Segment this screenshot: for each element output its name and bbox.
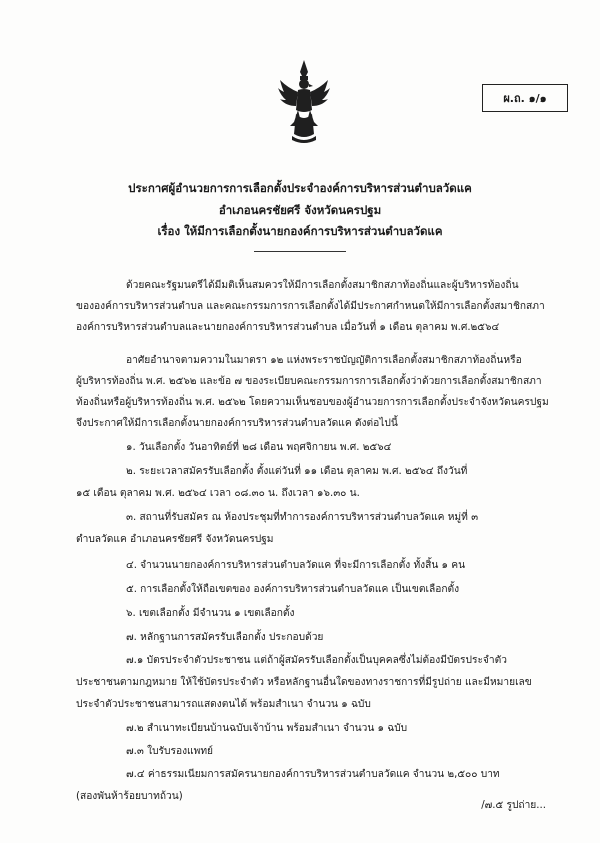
announcement-district: อำเภอนครชัยศรี จังหวัดนครปฐม bbox=[218, 203, 382, 217]
item-7: ๗. หลักฐานการสมัครรับเลือกตั้ง ประกอบด้วย bbox=[126, 632, 324, 643]
paragraph-2-line-4: จึงประกาศให้มีการเลือกตั้งนายกองค์การบริหารส่วนตำบลวัดแค ดังต่อไปนี้ bbox=[76, 418, 398, 429]
paragraph-2-line-3: ท้องถิ่นหรือผู้บริหารท้องถิ่น พ.ศ. ๒๕๖๒ โดยความเห็นชอบของผู้อำนวยการการเลือกตั้งประจำจังหวัดนครปฐม bbox=[76, 397, 549, 408]
item-7-2: ๗.๒ สำเนาทะเบียนบ้านฉบับเจ้าบ้าน พร้อมสำเนา จำนวน ๑ ฉบับ bbox=[126, 723, 408, 734]
paragraph-1-line-3: องค์การบริหารส่วนตำบลและนายกองค์การบริหารส่วนตำบล เมื่อวันที่ ๑ เดือน ตุลาคม พ.ศ.๒๕๖๔ bbox=[76, 322, 500, 333]
announcement-subject: เรื่อง ให้มีการเลือกตั้งนายกองค์การบริหารส่วนตำบลวัดแค bbox=[157, 224, 443, 238]
item-7-4-line-1: ๗.๔ ค่าธรรมเนียมการสมัครนายกองค์การบริหารส่วนตำบลวัดแค จำนวน ๒,๕๐๐ บาท bbox=[126, 769, 500, 780]
item-7-1-line-3: ประจำตัวประชาชนสามารถแสดงตนได้ พร้อมสำเนา จำนวน ๑ ฉบับ bbox=[76, 699, 371, 710]
paragraph-1-line-2: ขององค์การบริหารส่วนตำบล และคณะกรรมการการเลือกตั้งได้มีประกาศกำหนดให้มีการเลือกตั้งสมาชิกสภา bbox=[76, 301, 545, 312]
paragraph-1-line-1: ด้วยคณะรัฐมนตรีได้มีมติเห็นสมควรให้มีการเลือกตั้งสมาชิกสภาท้องถิ่นและผู้บริหารท้องถิ่น bbox=[126, 280, 519, 291]
title-divider bbox=[254, 251, 346, 252]
item-7-1-line-1: ๗.๑ บัตรประจำตัวประชาชน แต่ถ้าผู้สมัครรับเลือกตั้งเป็นบุคคลซึ่งไม่ต้องมีบัตรประจำตัว bbox=[126, 655, 507, 666]
garuda-emblem-icon bbox=[276, 58, 332, 146]
item-5: ๕. การเลือกตั้งให้ถือเขตของ องค์การบริหารส่วนตำบลวัดแค เป็นเขตเลือกตั้ง bbox=[126, 584, 460, 595]
item-7-3: ๗.๓ ใบรับรองแพทย์ bbox=[126, 746, 214, 757]
item-3-line-2: ตำบลวัดแค อำเภอนครชัยศรี จังหวัดนครปฐม bbox=[76, 534, 274, 545]
item-1: ๑. วันเลือกตั้ง วันอาทิตย์ที่ ๒๘ เดือน พฤศจิกายน พ.ศ. ๒๕๖๔ bbox=[126, 442, 392, 453]
item-4: ๔. จำนวนนายกองค์การบริหารส่วนตำบลวัดแค ที่จะมีการเลือกตั้ง ทั้งสิ้น ๑ คน bbox=[126, 560, 466, 571]
paragraph-2-line-2: ผู้บริหารท้องถิ่น พ.ศ. ๒๕๖๒ และข้อ ๗ ของระเบียบคณะกรรมการการเลือกตั้งว่าด้วยการเลือกตั้งสมาชิกสภา bbox=[76, 376, 542, 387]
form-code-box: ผ.ถ. ๑/๑ bbox=[482, 84, 568, 112]
item-7-4-line-2: (สองพันห้าร้อยบาทถ้วน) bbox=[76, 791, 183, 802]
continuation-note: /๗.๕ รูปถ่าย... bbox=[481, 800, 546, 811]
item-3-line-1: ๓. สถานที่รับสมัคร ณ ห้องประชุมที่ทำการองค์การบริหารส่วนตำบลวัดแค หมู่ที่ ๓ bbox=[126, 512, 479, 523]
item-2-line-1: ๒. ระยะเวลาสมัครรับเลือกตั้ง ตั้งแต่วันที่ ๑๑ เดือน ตุลาคม พ.ศ. ๒๕๖๔ ถึงวันที่ bbox=[126, 466, 468, 477]
paragraph-2-line-1: อาศัยอำนาจตามความในมาตรา ๑๒ แห่งพระราชบัญญัติการเลือกตั้งสมาชิกสภาท้องถิ่นหรือ bbox=[126, 355, 522, 366]
announcement-title: ประกาศผู้อำนวยการการเลือกตั้งประจำองค์การบริหารส่วนตำบลวัดแค bbox=[128, 181, 472, 195]
item-6: ๖. เขตเลือกตั้ง มีจำนวน ๑ เขตเลือกตั้ง bbox=[126, 608, 295, 619]
item-2-line-2: ๑๕ เดือน ตุลาคม พ.ศ. ๒๕๖๔ เวลา ๐๘.๓๐ น. ถึงเวลา ๑๖.๓๐ น. bbox=[76, 488, 360, 499]
item-7-1-line-2: ประชาชนตามกฎหมาย ให้ใช้บัตรประจำตัว หรือหลักฐานอื่นใดของทางราชการที่มีรูปถ่าย และมีหมายเลข bbox=[76, 677, 532, 688]
